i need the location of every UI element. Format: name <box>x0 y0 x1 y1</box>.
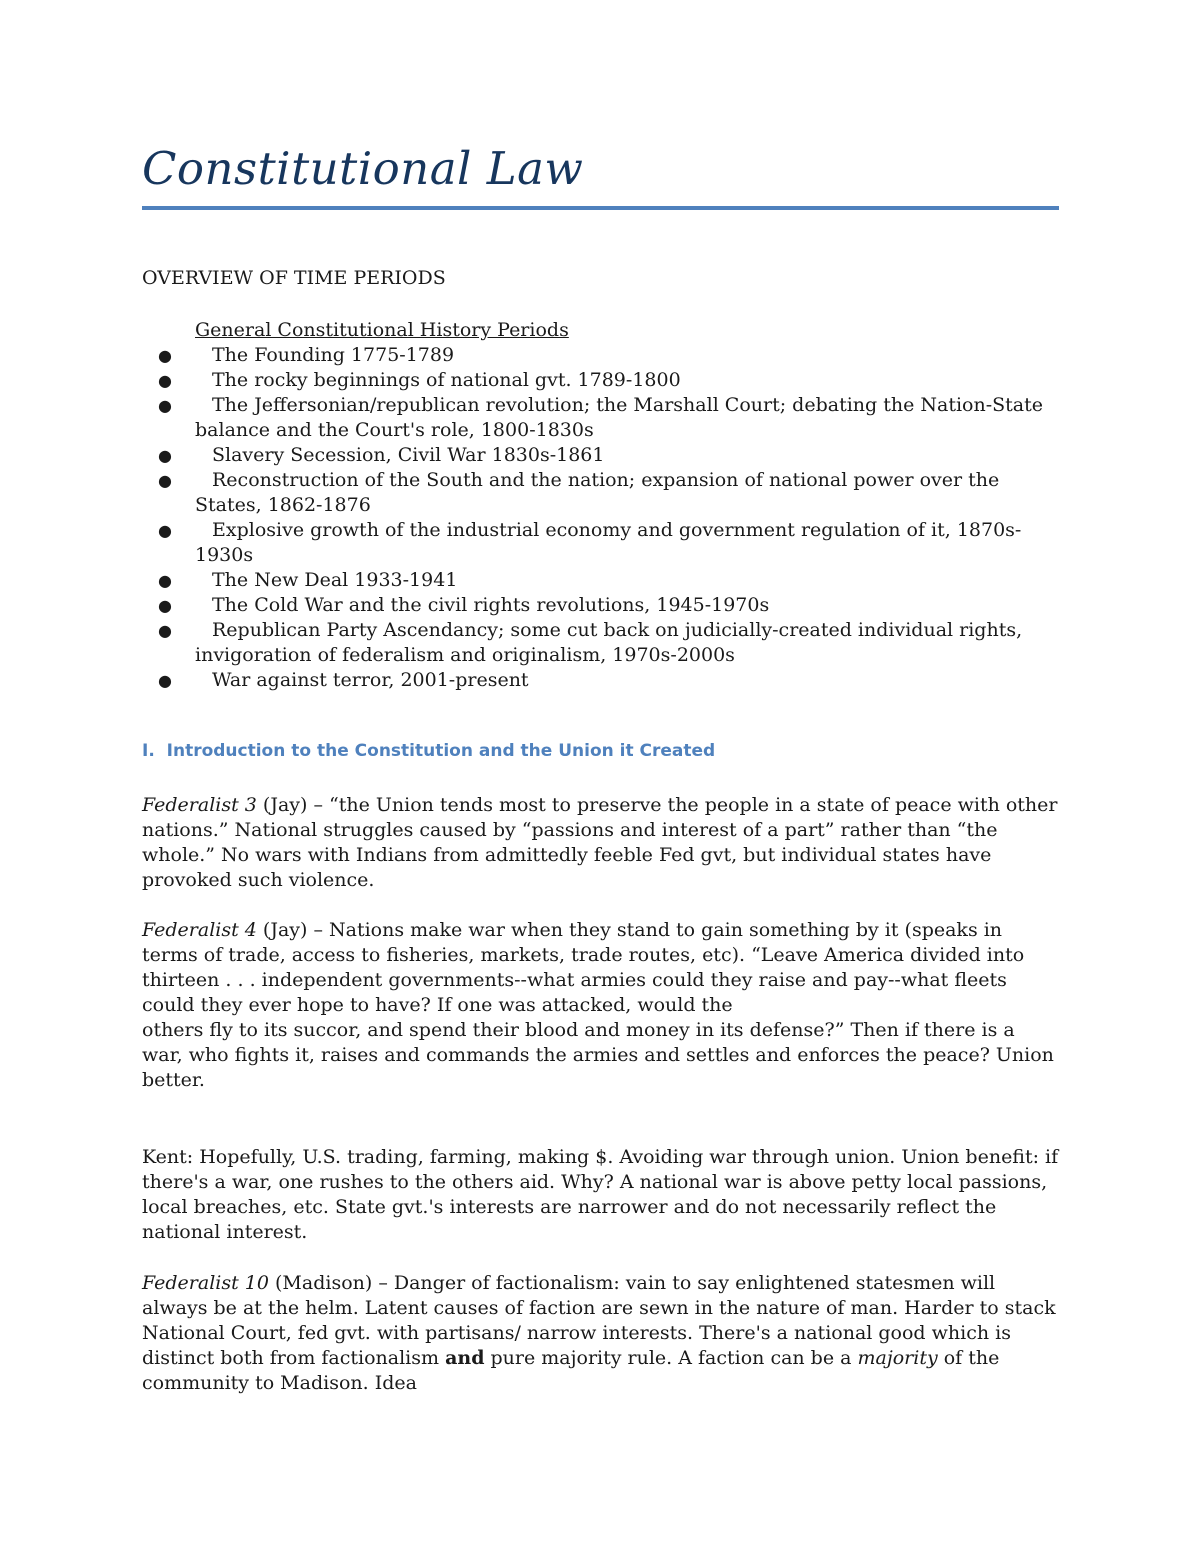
bullet-icon: ● <box>158 621 172 640</box>
bullet-icon: ● <box>158 671 172 690</box>
citation: Federalist 10 <box>142 1272 269 1294</box>
period-item: ● The Jeffersonian/republican revolution; the Marshall Court; debating the Nation-State balance and the Court's role, 1800-1830s <box>158 394 1043 441</box>
section-number: I. <box>142 741 155 761</box>
period-item: ● The Founding 1775-1789 <box>158 344 455 366</box>
federalist-10-paragraph: Federalist 10 (Madison) – Danger of factionalism: vain to say enlightened statesmen will always be at the helm. Latent causes of faction are sewn in the nature of man. Harder to stack National Court, fed gvt. with partisans/ narrow interests. There's a national good which is distinct both from factionalism and pure majority rule. A faction can be a majority of the community to Madison. Idea <box>142 1272 1056 1394</box>
federalist-4-paragraph: Federalist 4 (Jay) – Nations make war when they stand to gain something by it (speaks in terms of trade, access to fisheries, markets, trade routes, etc). “Leave America divided into thirteen . . . independent governments--what armies could they raise and pay--what fleets could they ever hope to have? If one was attacked, would the others fly to its succor, and spend their blood and money in its defense?” Then if there is a war, who fights it, raises and commands the armies and settles and enforces the peace? Union better. <box>142 919 1054 1091</box>
kent-paragraph: Kent: Hopefully, U.S. trading, farming, making $. Avoiding war through union. Union benefit: if there's a war, one rushes to the others aid. Why? A national war is above petty local passions, local breaches, etc. State gvt.'s interests are narrower and do not necessarily reflect the national interest. <box>142 1146 1059 1243</box>
bullet-icon: ● <box>158 596 172 615</box>
period-item: ● The New Deal 1933-1941 <box>158 569 458 591</box>
bullet-icon: ● <box>158 346 172 365</box>
document-title: Constitutional Law <box>142 142 584 195</box>
period-item: ● Reconstruction of the South and the nation; expansion of national power over the States, 1862-1876 <box>158 469 1000 516</box>
history-periods-block <box>158 318 1059 693</box>
bullet-icon: ● <box>158 471 172 490</box>
period-item: ● War against terror, 2001-present <box>158 669 529 691</box>
period-item: ● Explosive growth of the industrial economy and government regulation of it, 1870s-1930s <box>158 519 1022 566</box>
overview-heading: OVERVIEW OF TIME PERIODS <box>142 267 446 289</box>
period-item: ● Republican Party Ascendancy; some cut back on judicially-created individual rights, invigoration of federalism and originalism, 1970s-2000s <box>158 619 1023 666</box>
period-item: ● The Cold War and the civil rights revolutions, 1945-1970s <box>158 594 770 616</box>
period-item: ● Slavery Secession, Civil War 1830s-1861 <box>158 444 605 466</box>
bullet-icon: ● <box>158 571 172 590</box>
periods-list <box>158 343 1059 693</box>
periods-heading: General Constitutional History Periods <box>195 319 569 341</box>
federalist-3-paragraph: Federalist 3 (Jay) – “the Union tends most to preserve the people in a state of peace with other nations.” National struggles caused by “passions and interest of a part” rather than “the whole.” No wars with Indians from admittedly feeble Fed gvt, but individual states have provoked such violence. <box>142 794 1058 891</box>
bullet-icon: ● <box>158 371 172 390</box>
bullet-icon: ● <box>158 446 172 465</box>
section-heading <box>142 739 715 764</box>
period-item: ● The rocky beginnings of national gvt. 1789-1800 <box>158 369 681 391</box>
title-underline-rule <box>142 206 1059 210</box>
citation: Federalist 4 <box>142 919 257 941</box>
citation: Federalist 3 <box>142 794 257 816</box>
bullet-icon: ● <box>158 521 172 540</box>
section-title: Introduction to the Constitution and the Union it Created <box>166 741 716 761</box>
bullet-icon: ● <box>158 396 172 415</box>
